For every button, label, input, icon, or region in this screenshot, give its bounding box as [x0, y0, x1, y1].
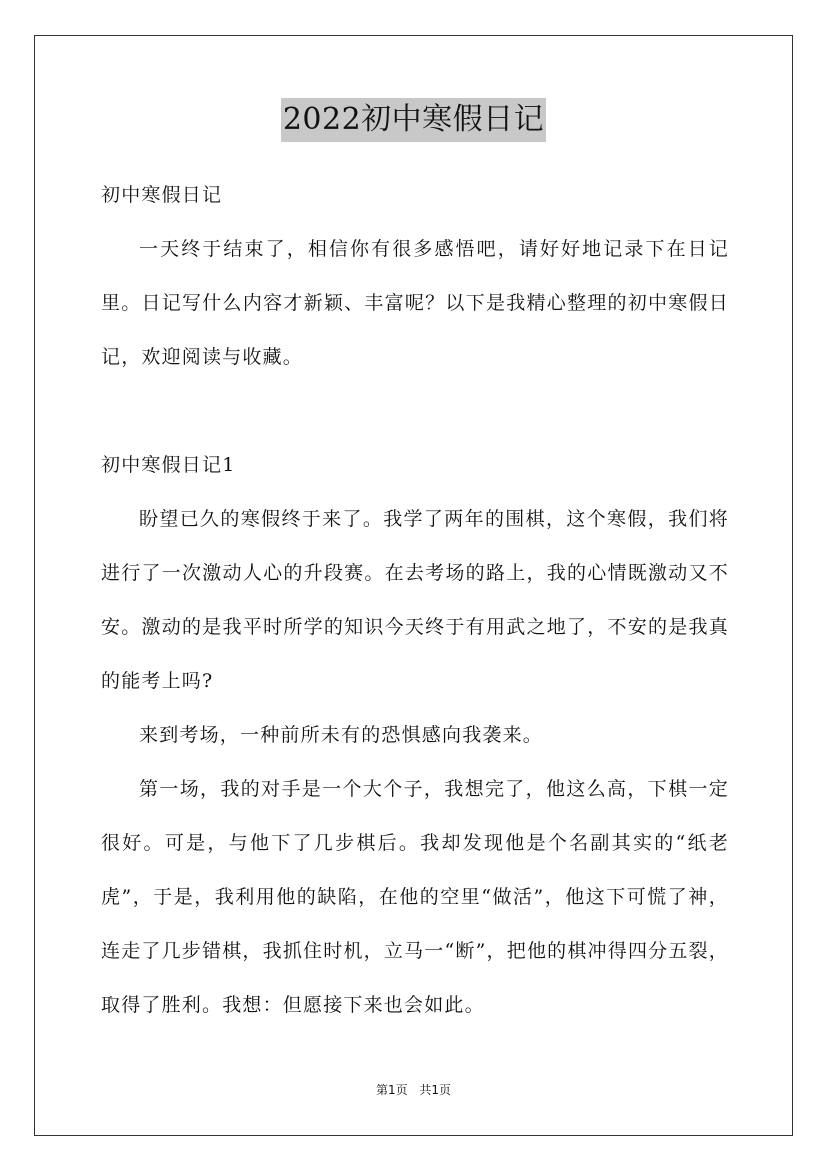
body-paragraph: 第一场，我的对手是一个大个子，我想完了，他这么高，下棋一定很好。可是，与他下了几步棋后。我却发现他是个名副其实的“纸老虎”，于是，我利用他的缺陷，在他的空里“做活”，他这下可慌了神，连走了几步错棋，我抓住时机，立马一“断”，把他的棋冲得四分五裂，取得了胜利。我想：但愿接下来也会如此。	[101, 778, 729, 1016]
page-number: 第1页	[375, 1083, 408, 1097]
document-subtitle: 初中寒假日记	[101, 184, 223, 206]
page-footer	[0, 1080, 827, 1100]
body-paragraph: 来到考场，一种前所未有的恐惧感向我袭来。	[139, 724, 544, 746]
section-gap	[101, 384, 729, 438]
document-title: 2022初中寒假日记	[281, 98, 546, 142]
page-count: 共1页	[419, 1083, 452, 1097]
document-body	[101, 168, 729, 1032]
title-container	[0, 98, 827, 142]
body-paragraph: 盼望已久的寒假终于来了。我学了两年的围棋，这个寒假，我们将进行了一次激动人心的升段赛。在去考场的路上，我的心情既激动又不安。激动的是我平时所学的知识今天终于有用武之地了，不安的是我真的能考上吗?	[101, 508, 729, 692]
section-heading: 初中寒假日记1	[101, 454, 236, 476]
intro-paragraph: 一天终于结束了，相信你有很多感悟吧，请好好地记录下在日记里。日记写什么内容才新颖、丰富呢？以下是我精心整理的初中寒假日记，欢迎阅读与收藏。	[101, 238, 729, 368]
